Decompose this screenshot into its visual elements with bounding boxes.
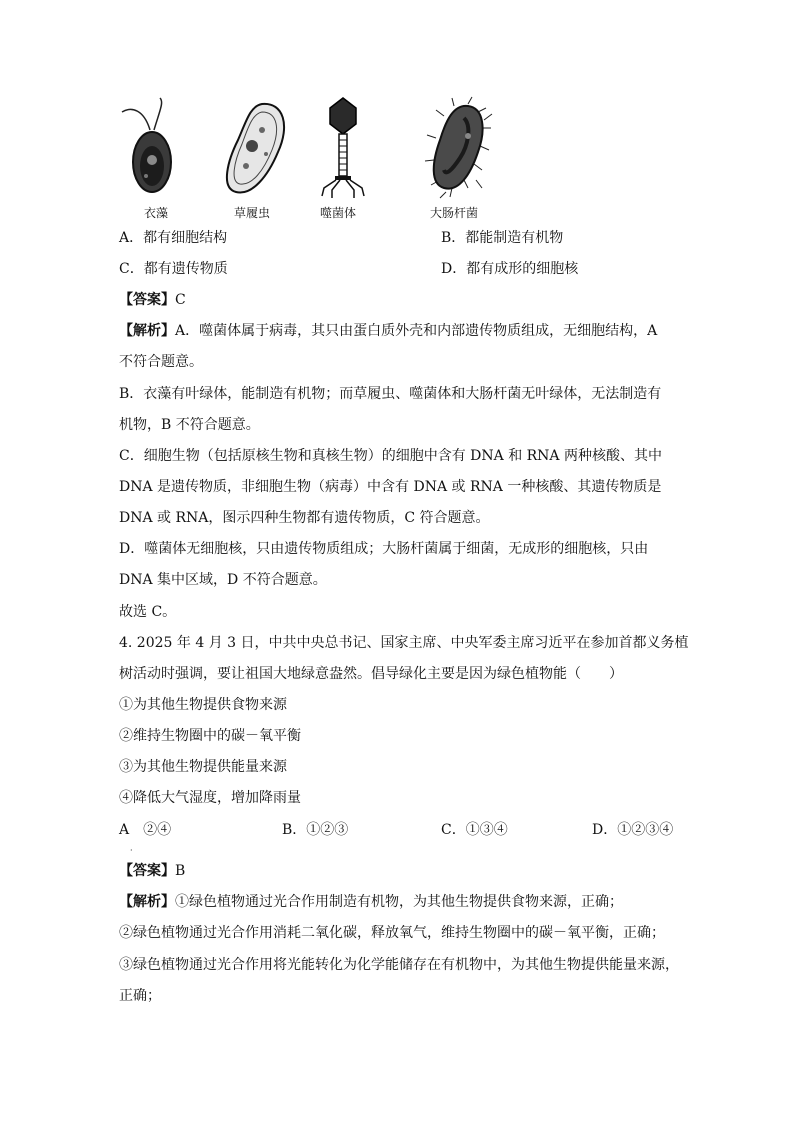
q4-stem-line-2: 树活动时强调，要让祖国大地绿意盎然。倡导绿化主要是因为绿色植物能（ ） <box>119 666 623 682</box>
q4-item-3: ③为其他生物提供能量来源 <box>119 759 287 775</box>
q3-analysis-line-7: DNA 或 RNA，图示四种生物都有遗传物质，C 符合题意。 <box>119 510 490 526</box>
q3-answer <box>119 291 186 309</box>
q3-analysis-line-4: 机物，B 不符合题意。 <box>119 417 260 433</box>
q4-item-4: ④降低大气湿度，增加降雨量 <box>119 790 301 806</box>
q3-analysis-line-1 <box>119 322 657 340</box>
caption-bacteriophage: 噬菌体 <box>320 206 357 220</box>
organism-figure <box>112 96 532 218</box>
q4-item-1: ①为其他生物提供食物来源 <box>119 697 287 713</box>
q3-conclusion: 故选 C。 <box>119 604 177 620</box>
answer-label: 【答案】 <box>119 292 175 308</box>
answer-value: B <box>175 863 186 879</box>
q3-analysis-line-3: B．衣藻有叶绿体，能制造有机物；而草履虫、噬菌体和大肠杆菌无叶绿体，无法制造有 <box>119 386 662 402</box>
q3-option-a: A．都有细胞结构 <box>119 230 228 246</box>
paramecium-illustration <box>222 96 292 220</box>
q3-option-b: B．都能制造有机物 <box>441 230 564 246</box>
analysis-label: 【解析】 <box>119 894 175 910</box>
q4-option-d: D．①②③④ <box>592 822 674 838</box>
e-coli-illustration <box>424 96 494 220</box>
q3-analysis-line-5: C．细胞生物（包括原核生物和真核生物）的细胞中含有 DNA 和 RNA 两种核酸、其中 <box>119 448 662 464</box>
stray-mark: · <box>130 846 133 855</box>
q4-answer <box>119 862 185 880</box>
q4-option-a: A ②④ <box>119 822 172 838</box>
q4-analysis-line-4: 正确； <box>119 988 161 1004</box>
caption-e-coli: 大肠杆菌 <box>430 206 479 220</box>
q4-analysis-line-2: ②绿色植物通过光合作用消耗二氧化碳，释放氧气，维持生物圈中的碳－氧平衡，正确； <box>119 925 665 941</box>
q3-analysis-line-9: DNA 集中区域，D 不符合题意。 <box>119 572 327 588</box>
q4-analysis-line-3: ③绿色植物通过光合作用将光能转化为化学能储存在有机物中，为其他生物提供能量来源， <box>119 957 679 973</box>
analysis-text: A．噬菌体属于病毒，其只由蛋白质外壳和内部遗传物质组成，无细胞结构，A <box>175 323 658 339</box>
answer-value: C <box>175 292 186 308</box>
chlamydomonas-illustration <box>120 96 184 220</box>
q4-item-2: ②维持生物圈中的碳－氧平衡 <box>119 728 301 744</box>
q3-option-c: C．都有遗传物质 <box>119 261 228 277</box>
bacteriophage-illustration <box>318 96 368 220</box>
analysis-label: 【解析】 <box>119 323 175 339</box>
caption-chlamydomonas: 衣藻 <box>144 206 169 220</box>
q3-analysis-line-8: D．噬菌体无细胞核，只由遗传物质组成；大肠杆菌属于细菌，无成形的细胞核，只由 <box>119 541 649 557</box>
q3-analysis-line-6: DNA 是遗传物质，非细胞生物（病毒）中含有 DNA 或 RNA 一种核酸、其遗传物质是 <box>119 479 662 495</box>
q4-option-b: B．①②③ <box>282 822 349 838</box>
q4-analysis-line-1 <box>119 893 623 911</box>
q3-analysis-line-2: 不符合题意。 <box>119 354 203 370</box>
answer-label: 【答案】 <box>119 863 175 879</box>
q4-option-c: C．①③④ <box>441 822 508 838</box>
q3-option-d: D．都有成形的细胞核 <box>441 261 579 277</box>
q4-stem-line-1: 4. 2025 年 4 月 3 日，中共中央总书记、国家主席、中央军委主席习近平在参加首都义务植 <box>119 635 689 651</box>
analysis-text: ①绿色植物通过光合作用制造有机物，为其他生物提供食物来源，正确； <box>175 894 623 910</box>
caption-paramecium: 草履虫 <box>234 206 271 220</box>
